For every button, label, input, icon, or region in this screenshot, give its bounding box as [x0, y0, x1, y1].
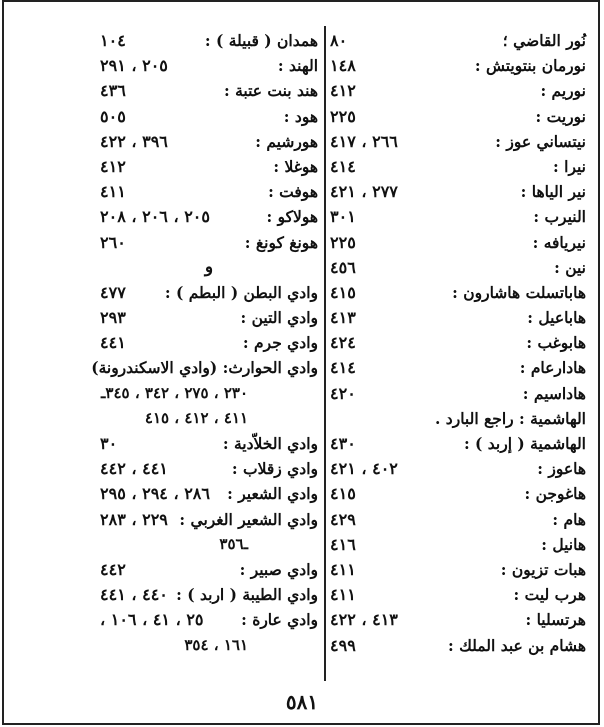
- entry-name: وادي الحوارث: (وادي الاسكندرونة): [91, 358, 318, 378]
- entry-name: هاداسيم :: [522, 383, 586, 403]
- index-entry: [330, 607, 586, 632]
- entry-name: هاباتسلت هاشارون :: [452, 282, 586, 302]
- index-entry: [330, 532, 586, 557]
- entry-pages: ٤١٥: [330, 484, 356, 504]
- index-entry: [330, 355, 586, 380]
- entry-pages: ٤١٣ ، ٤٢٢: [330, 610, 398, 630]
- entry-name: هاعوز :: [537, 459, 586, 479]
- index-entry: [100, 582, 318, 607]
- index-entry: [100, 507, 318, 532]
- index-entry: [330, 507, 586, 532]
- index-entry: [330, 104, 586, 129]
- index-entry: [100, 28, 318, 53]
- entry-name: نوريت :: [535, 106, 586, 126]
- index-entry: [330, 204, 586, 229]
- entry-pages: ٣٠: [100, 434, 118, 453]
- index-entry: [330, 154, 586, 179]
- entry-pages: ٢٥ ، ٤١ ، ١٠٦ ،: [100, 610, 204, 630]
- index-entry: [100, 78, 318, 103]
- entry-pages: ٤٤٢: [100, 559, 126, 579]
- entry-pages: ٤٧٧: [100, 282, 126, 302]
- entry-pages: ٤١١: [100, 182, 126, 202]
- entry-name: هاباعيل :: [527, 308, 586, 328]
- entry-pages: ٤٣٦: [100, 81, 126, 101]
- entry-name: هادارعام :: [519, 358, 586, 378]
- index-entry: [100, 607, 318, 632]
- entry-name: نوريم :: [540, 81, 586, 101]
- entry-pages: ٤١٢: [330, 81, 356, 101]
- index-entry: [100, 280, 318, 305]
- index-entry: [100, 204, 318, 229]
- index-entry: [100, 305, 318, 330]
- index-entry: [330, 255, 586, 280]
- entry-name: وادي عارة :: [241, 610, 318, 630]
- entry-name: هاغوجن :: [524, 484, 586, 504]
- entry-name: هوفت :: [268, 182, 318, 202]
- entry-name: هند بنت عتبة :: [223, 81, 318, 101]
- entry-pages: ٤٤١ ، ٤٤٢: [100, 459, 168, 479]
- index-entry: [330, 78, 586, 103]
- entry-name: هابوغب :: [526, 333, 586, 353]
- index-entry: [100, 456, 318, 481]
- entry-name: نُور القاضي ؛: [502, 31, 586, 50]
- index-entry: [330, 582, 586, 607]
- entry-pages: ٣٠١: [330, 207, 356, 227]
- left-column: [91, 28, 318, 658]
- entry-name: الهاشمية : راجع البارد .: [435, 408, 586, 428]
- entry-pages: ٤١٦: [330, 534, 356, 554]
- section-letter-text: و: [204, 256, 214, 277]
- entry-name: النيرب :: [533, 207, 586, 227]
- index-entry: [330, 557, 586, 582]
- entry-pages: ٤٤١: [100, 333, 126, 353]
- index-entry: [330, 129, 586, 154]
- index-entry: [330, 53, 586, 78]
- index-entry-continuation: [100, 406, 318, 431]
- entry-pages: ٤١٤: [330, 358, 356, 378]
- entry-pages: ١٤٨: [330, 56, 356, 76]
- entry-pages: ٢٢٥: [330, 106, 356, 126]
- entry-name: هشام بن عبد الملك :: [448, 635, 586, 655]
- entry-name: نيتساني عوز :: [495, 131, 586, 151]
- index-entry: [100, 179, 318, 204]
- index-entry: [100, 557, 318, 582]
- column-divider: [324, 26, 326, 681]
- index-entry: [100, 230, 318, 255]
- entry-name: نيريافه :: [532, 232, 586, 252]
- entry-pages: ٤١٢: [100, 156, 126, 176]
- index-entry: [330, 481, 586, 506]
- index-entry: [330, 330, 586, 355]
- entry-name: هانيل :: [541, 534, 586, 554]
- entry-name: الهاشمية ( إربد ) :: [463, 434, 586, 453]
- entry-pages: ٤١٣: [330, 308, 356, 328]
- index-entry: [330, 179, 586, 204]
- entry-pages: ٤٥٦: [330, 257, 356, 277]
- index-entry: [100, 481, 318, 506]
- entry-name: هوغلا :: [273, 156, 318, 176]
- entry-name: هونغ كونغ :: [244, 232, 318, 252]
- entry-name: هرتسليا :: [525, 610, 586, 630]
- entry-pages: ٣٩٦ ، ٤٢٢: [100, 131, 168, 151]
- entry-pages: ١٠٤: [100, 31, 126, 50]
- entry-pages: ٢٢٩ ، ٢٨٣: [100, 509, 168, 529]
- entry-pages: ٤٣٠: [330, 434, 356, 453]
- entry-name: نير الياها :: [520, 182, 586, 202]
- entry-pages: ٢٦٠: [100, 232, 126, 252]
- entry-name: هود :: [283, 106, 318, 126]
- entry-pages: ٢٧٧ ، ٤٢١: [330, 182, 398, 202]
- index-entry: [330, 28, 586, 53]
- index-entry: [330, 381, 586, 406]
- entry-pages: ٢٠٥ ، ٢٠٦ ، ٢٠٨: [100, 207, 210, 227]
- index-entry-continuation: [100, 633, 318, 658]
- entry-name: وادي صبير :: [239, 559, 318, 579]
- entry-name: هولاكو :: [266, 207, 318, 227]
- index-entry: [91, 355, 318, 380]
- index-entry: [330, 456, 586, 481]
- entry-name: وادي الطيبة ( اربد ) :: [176, 585, 318, 605]
- entry-pages: ٤٢٩: [330, 509, 356, 529]
- index-entry-continuation: [100, 381, 318, 406]
- continuation-pages: ٢٣٠ ، ٢٧٥ ، ٣٤٢ ، ٣٤٥ـ: [101, 383, 248, 402]
- index-entry: [100, 53, 318, 78]
- entry-name: نين :: [554, 257, 586, 277]
- right-column: [330, 28, 586, 658]
- entry-name: وادي الشعير :: [227, 484, 318, 504]
- entry-name: وادي الخلاّدية :: [222, 434, 318, 453]
- entry-pages: ٤٢٤: [330, 333, 356, 353]
- entry-name: همدان ( قبيلة ) :: [204, 31, 318, 50]
- index-entry-continuation: [100, 532, 318, 557]
- entry-pages: ٨٠: [330, 31, 348, 50]
- entry-name: الهند :: [277, 56, 318, 76]
- index-entry: [100, 104, 318, 129]
- index-entry: [330, 305, 586, 330]
- index-entry: [100, 129, 318, 154]
- continuation-pages: ـ٣٥٦: [219, 534, 248, 553]
- entry-name: نورمان بنتويتش :: [474, 56, 586, 76]
- index-entry: [330, 230, 586, 255]
- entry-pages: ٤١٥: [330, 282, 356, 302]
- entry-pages: ٢٩٣: [100, 308, 126, 328]
- index-entry: [100, 330, 318, 355]
- entry-name: هام :: [552, 509, 586, 529]
- index-entry: [330, 633, 586, 658]
- entry-name: وادي التين :: [240, 308, 318, 328]
- entry-name: هبات تزيون :: [500, 559, 586, 579]
- entry-name: وادي الشعير الغربي :: [179, 509, 318, 529]
- entry-pages: ٢٨٦ ، ٢٩٤ ، ٢٩٥: [100, 484, 210, 504]
- entry-name: هورشيم :: [255, 131, 318, 151]
- entry-pages: ٥٠٥: [100, 106, 126, 126]
- entry-pages: ٢٢٥: [330, 232, 356, 252]
- entry-name: وادي البطن ( البطم ) :: [164, 282, 318, 302]
- entry-pages: ٤٢٠: [330, 383, 356, 403]
- index-entry: [100, 154, 318, 179]
- entry-name: وادي زقلاب :: [231, 459, 318, 479]
- entry-pages: ٤١١: [330, 559, 356, 579]
- entry-pages: ٤٤٠ ، ٤٤١: [100, 585, 168, 605]
- page-number: ٥٨١: [285, 690, 319, 714]
- section-letter: [100, 255, 318, 280]
- entry-name: نيرا :: [553, 156, 586, 176]
- continuation-pages: ١٦١ ، ٣٥٤: [184, 635, 248, 654]
- entry-pages: ٢٠٥ ، ٢٩١: [100, 56, 168, 76]
- entry-pages: ٤١١: [330, 585, 356, 605]
- entry-pages: ٤٠٢ ، ٤٢١: [330, 459, 398, 479]
- index-entry: [330, 431, 586, 456]
- entry-pages: ٤٩٩: [330, 635, 356, 655]
- entry-name: هرب ليت :: [513, 585, 586, 605]
- entry-pages: ٤١٤: [330, 156, 356, 176]
- entry-name: وادي جرم :: [242, 333, 318, 353]
- index-entry: [100, 431, 318, 456]
- entry-pages: ٢٦٦ ، ٤١٧: [330, 131, 398, 151]
- index-entry: [330, 406, 586, 431]
- continuation-pages: ٤١١ ، ٤١٢ ، ٤١٥: [144, 408, 248, 427]
- index-entry: [330, 280, 586, 305]
